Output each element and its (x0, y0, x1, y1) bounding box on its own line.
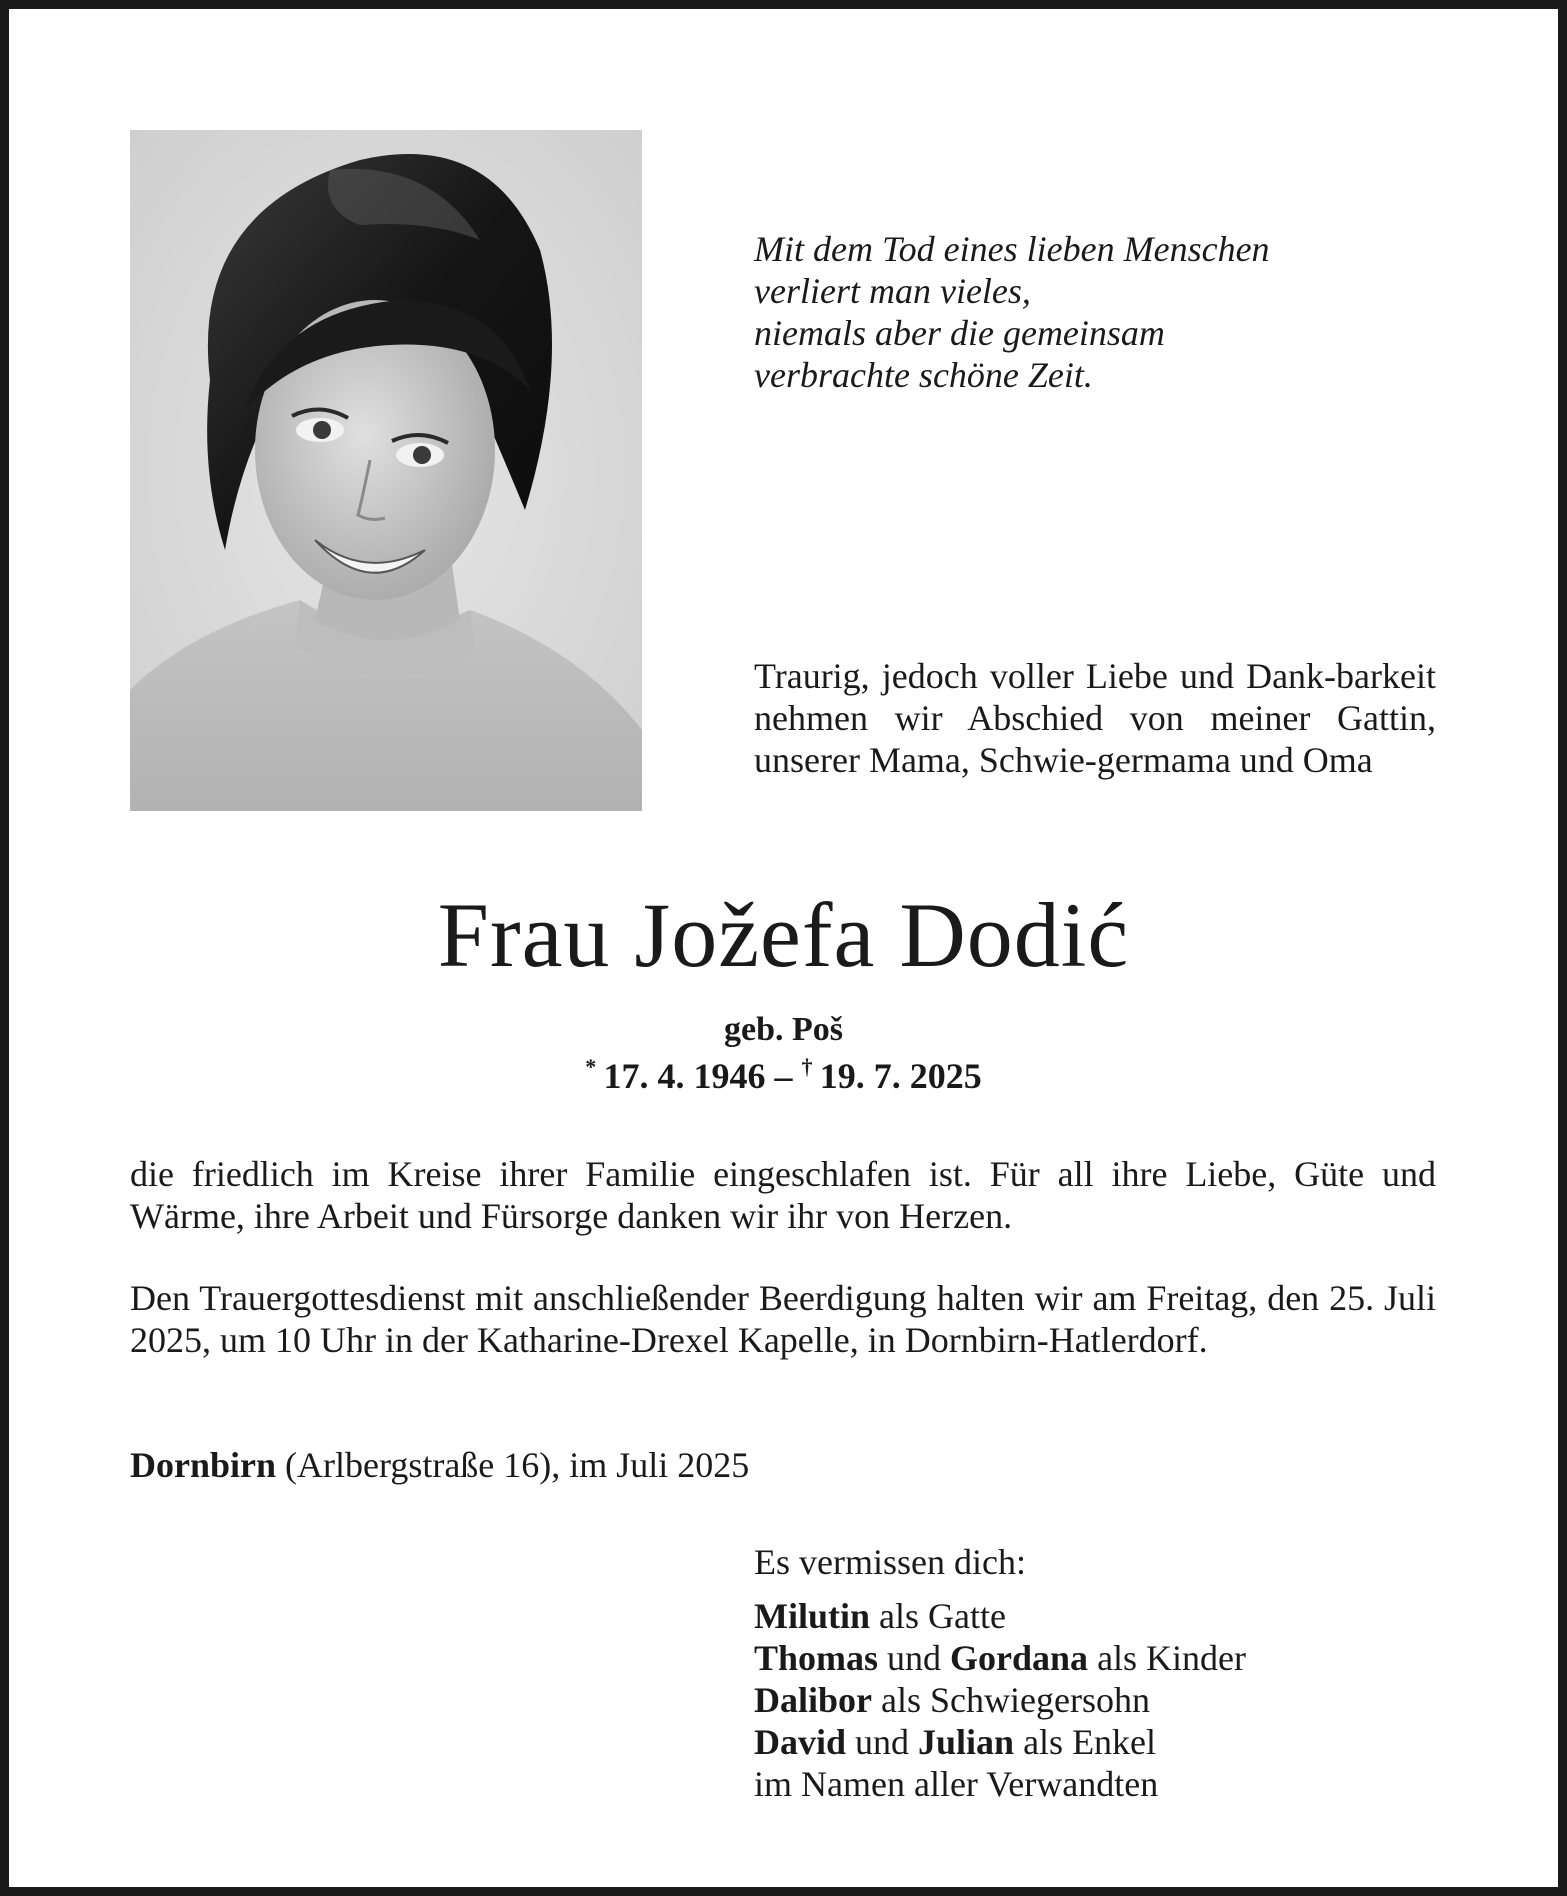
deceased-name: Frau Jožefa Dodić (437, 884, 1130, 986)
mourner-name: Gordana (950, 1638, 1089, 1678)
mourners-heading: Es vermissen dich: (754, 1542, 1026, 1582)
maiden-name: geb. Poš (724, 1011, 843, 1048)
place-rest: (Arlbergstraße 16), im Juli 2025 (276, 1445, 750, 1485)
place-and-date (130, 1444, 1436, 1486)
funeral-details-paragraph: Den Trauergottesdienst mit anschließender Beerdigung halten wir am Freitag, den 25. Juli 2025, um 10 Uhr in der Katharine-Drexel Kapelle, in Dornbirn-Hatlerdorf. (130, 1278, 1436, 1360)
mourner-name: Julian (918, 1722, 1015, 1762)
mourner-name: Thomas (754, 1638, 879, 1678)
mourner-name: Milutin (754, 1596, 871, 1636)
farewell-intro: Traurig, jedoch voller Liebe und Dank-barkeit nehmen wir Abschied von meiner Gattin, unserer Mama, Schwie-germama und Oma (754, 656, 1436, 780)
mourner-relation: als Enkel (1014, 1722, 1157, 1762)
date-separator: – (765, 1056, 802, 1096)
death-symbol: † (801, 1054, 813, 1079)
life-dates (0, 1055, 1567, 1097)
mourner-name: Dalibor (754, 1680, 873, 1720)
mourner-relation: als Kinder (1088, 1638, 1247, 1678)
death-date: 19. 7. 2025 (819, 1056, 982, 1096)
place-city: Dornbirn (130, 1445, 277, 1485)
mourner-row (754, 1595, 1454, 1637)
mourner-row (754, 1679, 1454, 1721)
poem-line: niemals aber die gemeinsam (754, 313, 1165, 353)
memorial-poem (754, 228, 1454, 396)
mourner-relation: als Gatte (870, 1596, 1006, 1636)
mourner-row (754, 1637, 1454, 1679)
mourner-conjunction: und (878, 1638, 951, 1678)
poem-line: Mit dem Tod eines lieben Menschen (754, 229, 1270, 269)
mourner-row (754, 1721, 1454, 1763)
mourners-closing: im Namen aller Verwandten (754, 1764, 1159, 1804)
birth-date: 17. 4. 1946 (603, 1056, 766, 1096)
poem-line: verbrachte schöne Zeit. (754, 355, 1093, 395)
portrait-photo (130, 130, 642, 811)
birth-symbol: * (585, 1054, 597, 1079)
mourner-conjunction: und (846, 1722, 919, 1762)
mourner-relation: als Schwiegersohn (872, 1680, 1150, 1720)
poem-line: verliert man vieles, (754, 271, 1031, 311)
mourners-list (754, 1541, 1454, 1805)
mourner-name: David (754, 1722, 847, 1762)
gratitude-paragraph: die friedlich im Kreise ihrer Familie eingeschlafen ist. Für all ihre Liebe, Güte und Wärme, ihre Arbeit und Fürsorge danken wir ihr von Herzen. (130, 1154, 1436, 1236)
